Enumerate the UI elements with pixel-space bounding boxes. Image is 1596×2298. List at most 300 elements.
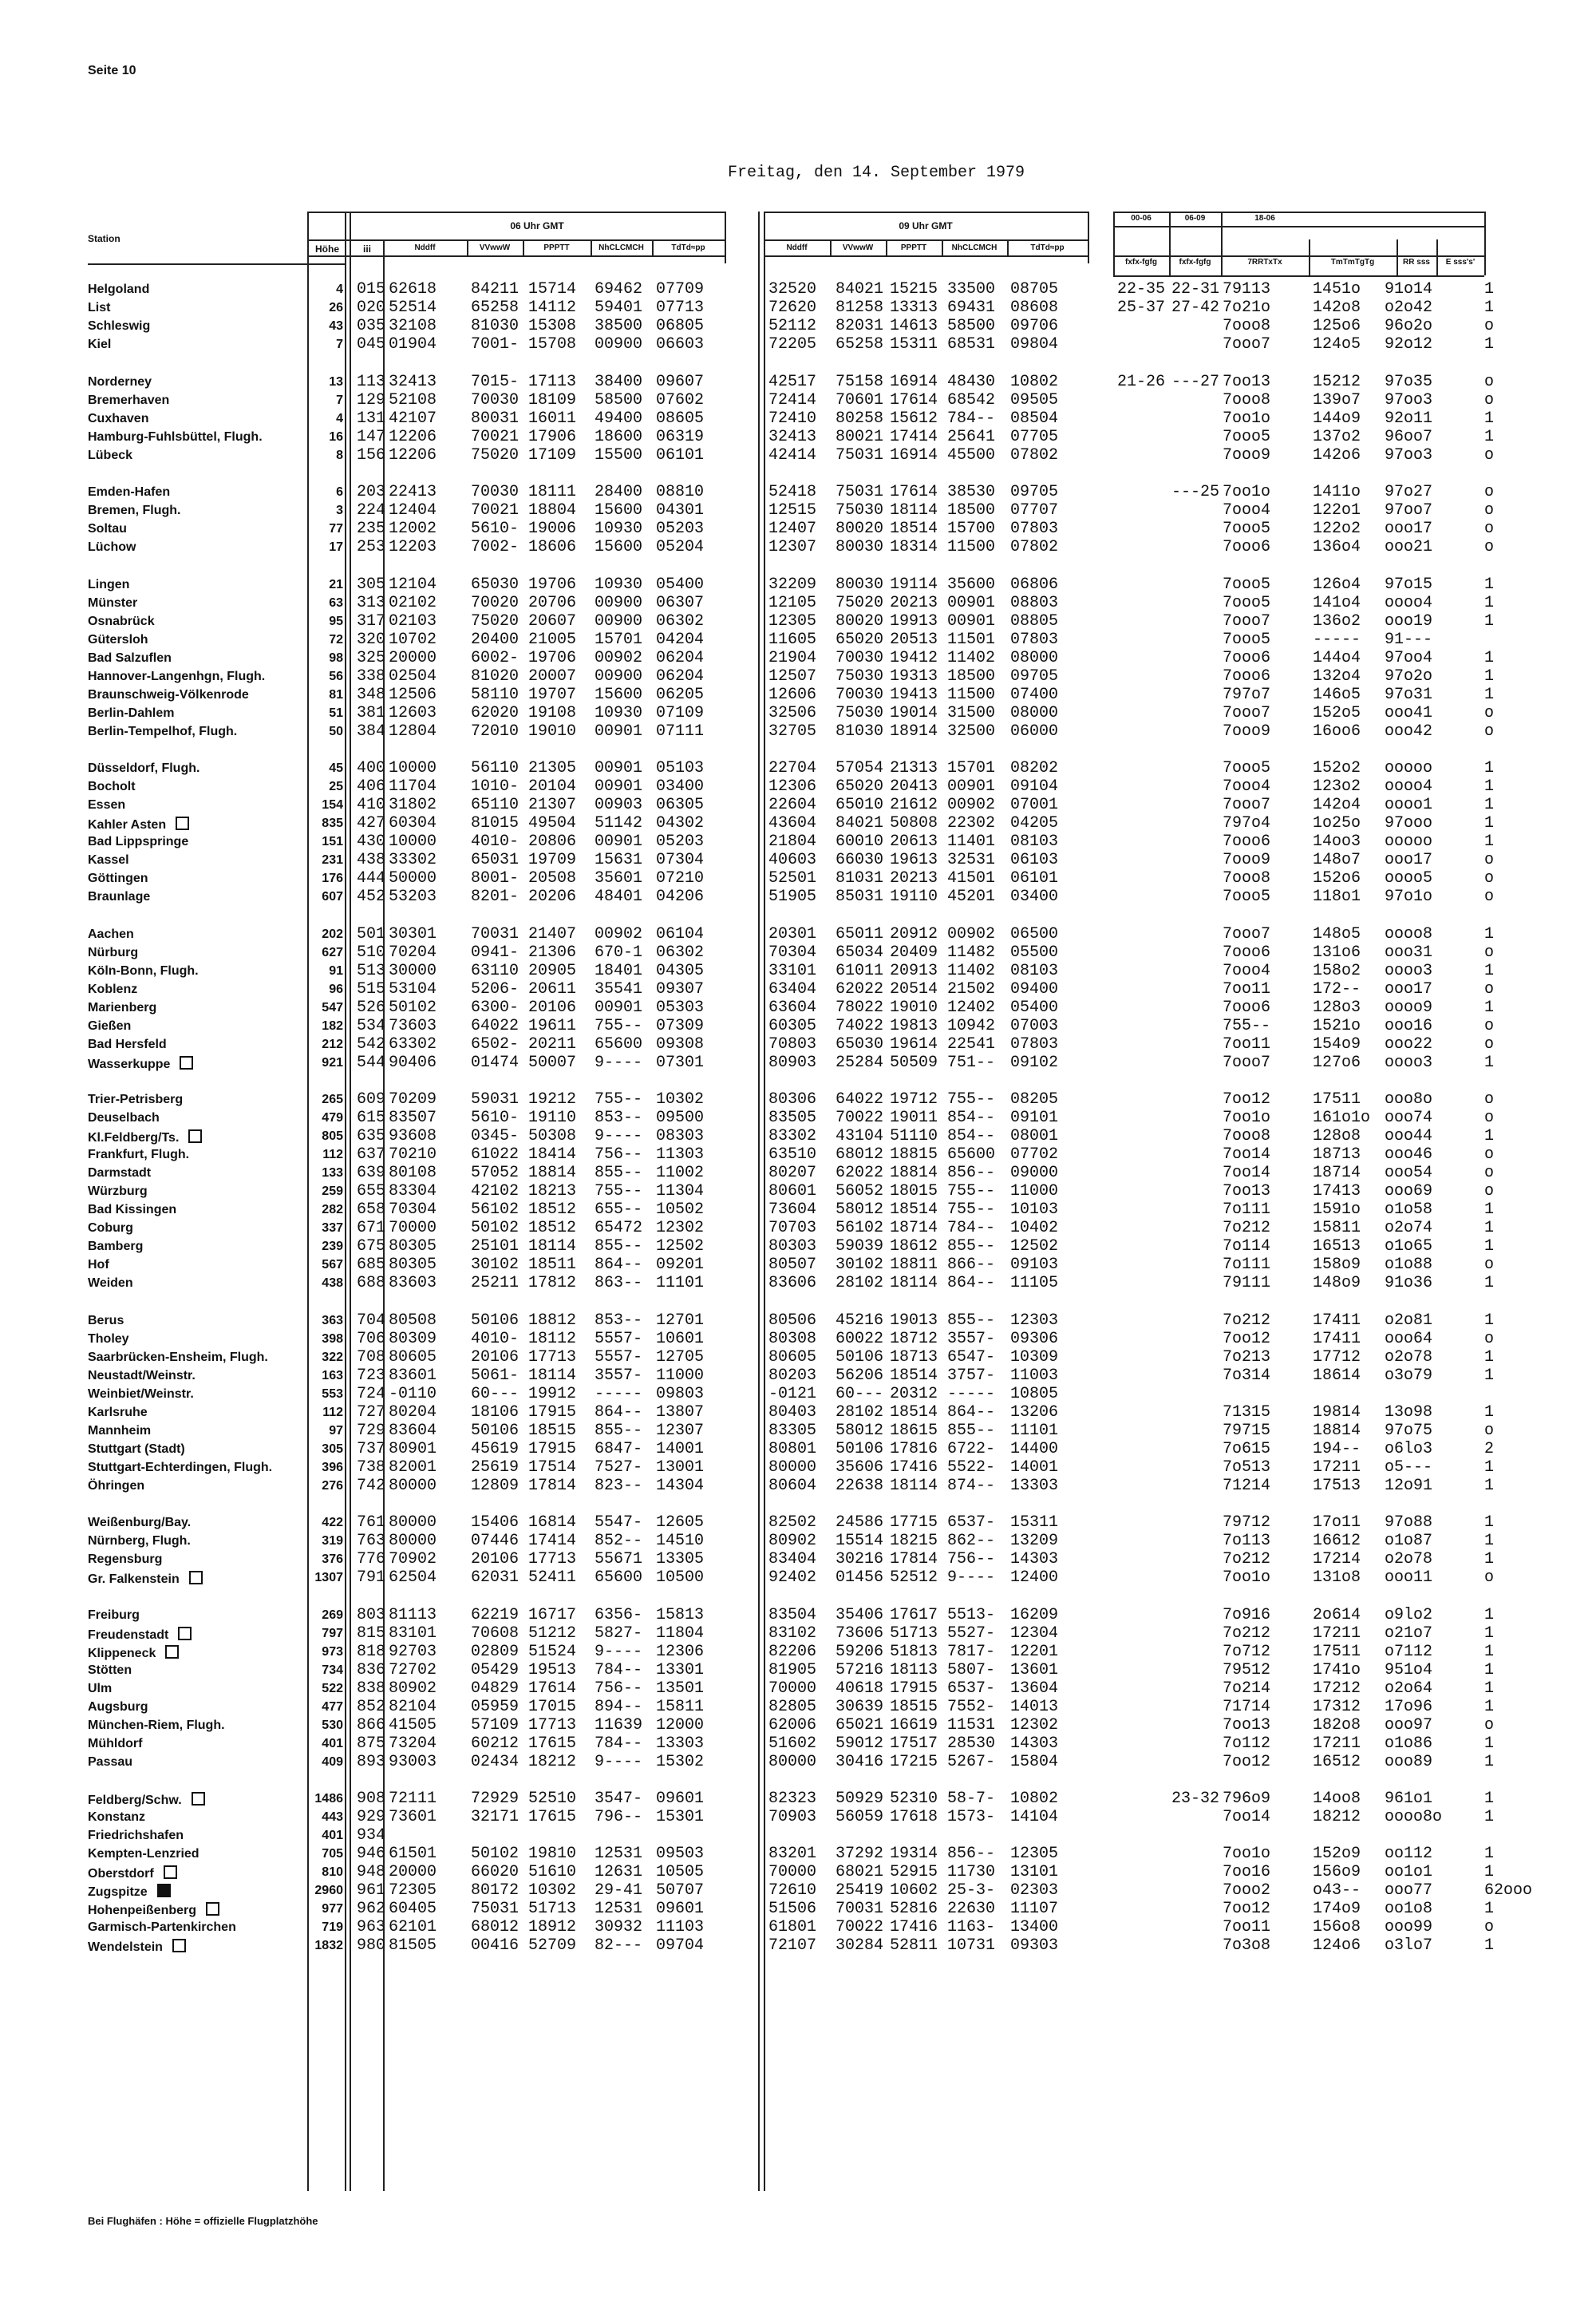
iii-value: 515 xyxy=(357,979,386,999)
station-label: Freiburg xyxy=(88,1608,140,1622)
obs-09-value: 07803 xyxy=(1010,630,1059,649)
obs-06-value: 20508 xyxy=(528,869,577,888)
obs-09-value: 15700 xyxy=(947,520,996,538)
extreme-value: o2o78 xyxy=(1385,1550,1433,1568)
station-name xyxy=(88,1920,319,1935)
station-label: Schleswig xyxy=(88,319,151,333)
col-header-06: NhCLCMCH xyxy=(598,243,644,252)
obs-09-value: 22638 xyxy=(836,1476,884,1495)
extreme-value: 125o6 xyxy=(1313,317,1361,335)
station-label: Klippeneck xyxy=(88,1646,156,1660)
extreme-value: 796o9 xyxy=(1223,1790,1271,1808)
extreme-value: 18713 xyxy=(1313,1145,1361,1164)
obs-06-value: 19611 xyxy=(528,1016,577,1035)
fx-06-09-header: fxfx-fgfg xyxy=(1179,258,1211,267)
extreme-value: 17312 xyxy=(1313,1697,1361,1716)
iii-value: 320 xyxy=(357,630,386,649)
station-label: Berus xyxy=(88,1313,124,1327)
extreme-value: 7oo16 xyxy=(1223,1863,1271,1881)
obs-09-value: 42517 xyxy=(768,372,817,391)
extreme-value: 797o7 xyxy=(1223,685,1271,704)
obs-06-value: 52510 xyxy=(528,1790,577,1808)
hoehe-value: 151 xyxy=(322,835,343,848)
hoehe-header: Höhe xyxy=(315,243,339,255)
extreme-value: o xyxy=(1484,1421,1495,1440)
obs-09-value: 52418 xyxy=(768,483,817,501)
obs-09-value: 41501 xyxy=(947,869,996,888)
obs-09-value: 31500 xyxy=(947,703,996,722)
obs-06-value: 53203 xyxy=(389,888,437,906)
obs-09-value: 11482 xyxy=(947,943,996,962)
obs-06-value: 19110 xyxy=(528,1109,577,1127)
obs-06-value: 00901 xyxy=(595,759,643,777)
obs-09-value: 1573- xyxy=(947,1808,996,1826)
obs-09-value: 12304 xyxy=(1010,1624,1059,1643)
obs-09-value: 14303 xyxy=(1010,1550,1059,1568)
extreme-value: 7ooo9 xyxy=(1223,445,1271,465)
extreme-value: oooo9 xyxy=(1385,998,1433,1017)
obs-06-value: 12531 xyxy=(595,1900,643,1918)
obs-06-value: 70210 xyxy=(389,1145,437,1164)
obs-06-value: 12701 xyxy=(656,1311,705,1330)
extreme-value: 79111 xyxy=(1223,1274,1271,1292)
station-label: Mühldorf xyxy=(88,1736,143,1750)
iii-value: 675 xyxy=(357,1237,386,1256)
obs-06-value: 68012 xyxy=(471,1918,519,1936)
obs-09-value: 11000 xyxy=(1010,1182,1059,1200)
extreme-value: 158o9 xyxy=(1313,1256,1361,1274)
obs-09-value: 10103 xyxy=(1010,1200,1059,1219)
hoehe-value: 25 xyxy=(329,780,343,793)
extreme-value: 961o1 xyxy=(1385,1790,1433,1808)
hoehe-value: 239 xyxy=(322,1240,343,1253)
obs-09-value: 28530 xyxy=(947,1734,996,1753)
obs-09-value: 70022 xyxy=(836,1109,884,1127)
obs-06-value: 15813 xyxy=(656,1605,705,1624)
obs-09-value: 37292 xyxy=(836,1845,884,1863)
obs-06-value: 10702 xyxy=(389,630,437,649)
obs-09-value: 864-- xyxy=(947,1402,996,1422)
extreme-value: 7oo13 xyxy=(1223,1715,1271,1734)
obs-09-value: 14013 xyxy=(1010,1697,1059,1716)
obs-09-value: 08000 xyxy=(1010,703,1059,722)
obs-06-value: 55671 xyxy=(595,1550,643,1568)
obs-09-value: 11730 xyxy=(947,1863,996,1881)
obs-06-value: 18213 xyxy=(528,1182,577,1200)
obs-09-value: 18113 xyxy=(890,1660,938,1679)
extreme-value: ooo19 xyxy=(1385,611,1433,631)
iii-value: 946 xyxy=(357,1845,386,1863)
obs-09-value: 18114 xyxy=(890,501,938,520)
obs-09-value: 25284 xyxy=(836,1053,884,1072)
obs-09-value: 75030 xyxy=(836,703,884,722)
extreme-value: 1411o xyxy=(1313,483,1361,501)
obs-06-value: 20106 xyxy=(471,1550,519,1568)
hoehe-value: 17 xyxy=(329,540,343,554)
obs-06-value: 18512 xyxy=(528,1219,577,1237)
obs-09-value: 18712 xyxy=(890,1329,938,1348)
obs-06-value: 6502- xyxy=(471,1034,519,1054)
obs-06-value: 70020 xyxy=(471,593,519,612)
obs-06-value: 01904 xyxy=(389,335,437,354)
extreme-value: o2o42 xyxy=(1385,299,1433,317)
iii-value: 724 xyxy=(357,1384,386,1403)
obs-09-value: 19913 xyxy=(890,611,938,631)
obs-06-value: 35541 xyxy=(595,979,643,999)
iii-value: 962 xyxy=(357,1900,386,1918)
station-name xyxy=(88,1332,319,1347)
obs-09-value: 12105 xyxy=(768,593,817,612)
station-name xyxy=(88,1939,319,1955)
extreme-value: 17513 xyxy=(1313,1476,1361,1495)
obs-09-value: 58500 xyxy=(947,317,996,335)
table-hrule xyxy=(764,212,1088,213)
obs-06-value: 73601 xyxy=(389,1808,437,1826)
extreme-value: o xyxy=(1484,317,1495,335)
obs-06-value: 00901 xyxy=(595,777,643,796)
extreme-value: o xyxy=(1484,1715,1495,1734)
obs-09-value: 60--- xyxy=(836,1384,884,1403)
extreme-value: 97oo4 xyxy=(1385,648,1433,667)
obs-06-value: 0941- xyxy=(471,943,519,962)
extreme-value: 1 xyxy=(1484,575,1495,594)
station-label: Weiden xyxy=(88,1276,133,1290)
obs-06-value: 92703 xyxy=(389,1642,437,1661)
obs-06-value: ----- xyxy=(595,1384,643,1403)
obs-09-value: 18500 xyxy=(947,501,996,520)
extreme-value: 7oo12 xyxy=(1223,1900,1271,1918)
obs-09-value: 80507 xyxy=(768,1256,817,1274)
obs-09-value: 80308 xyxy=(768,1329,817,1348)
obs-06-value: 22413 xyxy=(389,483,437,501)
iii-value: 235 xyxy=(357,520,386,538)
table-hrule xyxy=(764,255,1088,257)
range-00-06-header: 00-06 xyxy=(1131,214,1152,223)
extreme-value: o xyxy=(1484,888,1495,906)
obs-09-value: 65010 xyxy=(836,796,884,814)
obs-09-value: 70030 xyxy=(836,685,884,704)
filled-square-icon xyxy=(157,1884,171,1897)
station-label: Cuxhaven xyxy=(88,411,149,425)
obs-06-value: 80000 xyxy=(389,1476,437,1495)
obs-09-value: 18114 xyxy=(890,1476,938,1495)
obs-09-value: 11531 xyxy=(947,1715,996,1734)
obs-09-value: 11401 xyxy=(947,833,996,851)
obs-06-value: 57052 xyxy=(471,1164,519,1182)
obs-09-value: 20513 xyxy=(890,630,938,649)
obs-09-value: 58012 xyxy=(836,1421,884,1440)
obs-06-value: 15631 xyxy=(595,851,643,869)
obs-06-value: 14001 xyxy=(656,1439,705,1458)
obs-06-value: 75031 xyxy=(471,1900,519,1918)
obs-09-value: 08103 xyxy=(1010,833,1059,851)
obs-06-value: 80902 xyxy=(389,1679,437,1698)
obs-09-value: 52512 xyxy=(890,1568,938,1587)
obs-06-value: 50000 xyxy=(389,869,437,888)
extreme-value: 174o9 xyxy=(1313,1900,1361,1918)
iii-value: 513 xyxy=(357,961,386,980)
table-vrule xyxy=(345,212,346,2191)
obs-06-value: 80605 xyxy=(389,1347,437,1367)
obs-09-value: 19114 xyxy=(890,575,938,594)
obs-06-value: 56110 xyxy=(471,759,519,777)
obs-09-value: 59206 xyxy=(836,1642,884,1661)
station-label: Feldberg/Schw. xyxy=(88,1794,182,1807)
extreme-value: 7o21o xyxy=(1223,299,1271,317)
extreme-value: 14oo3 xyxy=(1313,833,1361,851)
obs-09-value: 18015 xyxy=(890,1182,938,1200)
obs-06-value: 42102 xyxy=(471,1182,519,1200)
station-name xyxy=(88,853,319,868)
extreme-value: 152o6 xyxy=(1313,869,1361,888)
gust-06-09-value: 23-32 xyxy=(1171,1790,1220,1808)
open-square-icon xyxy=(180,1056,193,1070)
extreme-value: o43-- xyxy=(1313,1881,1361,1900)
obs-06-value: 863-- xyxy=(595,1274,643,1292)
obs-06-value: 06603 xyxy=(656,335,705,354)
obs-06-value: 18106 xyxy=(471,1402,519,1422)
extreme-value: 131o6 xyxy=(1313,943,1361,962)
obs-09-value: 13206 xyxy=(1010,1402,1059,1422)
extreme-value: 7ooo7 xyxy=(1223,924,1271,943)
extreme-value: o xyxy=(1484,1918,1495,1936)
extreme-value: 1 xyxy=(1484,1476,1495,1495)
iii-value: 791 xyxy=(357,1568,386,1587)
obs-09-value: 80203 xyxy=(768,1366,817,1385)
iii-value: 688 xyxy=(357,1274,386,1292)
extreme-value: 18614 xyxy=(1313,1366,1361,1385)
station-label: List xyxy=(88,301,111,314)
extreme-value: ooo17 xyxy=(1385,520,1433,538)
station-label: Bad Kissingen xyxy=(88,1203,177,1216)
iii-value: 866 xyxy=(357,1715,386,1734)
obs-06-value: 20706 xyxy=(528,593,577,612)
obs-09-value: 83305 xyxy=(768,1421,817,1440)
obs-09-value: 08001 xyxy=(1010,1127,1059,1145)
esss-header: E sss's' xyxy=(1445,258,1476,267)
obs-09-value: 9---- xyxy=(947,1568,996,1587)
extreme-value: 148o5 xyxy=(1313,924,1361,943)
extreme-value: ooo74 xyxy=(1385,1109,1433,1127)
obs-09-value: 14001 xyxy=(1010,1458,1059,1477)
obs-09-value: 52501 xyxy=(768,869,817,888)
extreme-value: ooooo xyxy=(1385,759,1433,777)
station-label: Nürnberg, Flugh. xyxy=(88,1534,191,1548)
obs-09-value: 08000 xyxy=(1010,648,1059,667)
obs-09-value: 70304 xyxy=(768,943,817,962)
station-name xyxy=(88,670,319,684)
extreme-value: o3o79 xyxy=(1385,1366,1433,1385)
extreme-value: 1 xyxy=(1484,299,1495,317)
obs-06-value: 852-- xyxy=(595,1532,643,1550)
obs-06-value: 07602 xyxy=(656,390,705,409)
obs-06-value: 12605 xyxy=(656,1513,705,1532)
obs-09-value: 68012 xyxy=(836,1145,884,1164)
station-label: Hamburg-Fuhlsbüttel, Flugh. xyxy=(88,429,263,444)
obs-06-value: 50308 xyxy=(528,1127,577,1145)
obs-06-value: 15708 xyxy=(528,335,577,354)
obs-09-value: 12606 xyxy=(768,685,817,704)
obs-06-value: 80204 xyxy=(389,1402,437,1422)
obs-09-value: 14104 xyxy=(1010,1808,1059,1826)
extreme-value: o21o7 xyxy=(1385,1624,1433,1643)
obs-09-value: 63404 xyxy=(768,979,817,999)
extreme-value: oooo4 xyxy=(1385,593,1433,612)
obs-09-value: 60305 xyxy=(768,1016,817,1035)
obs-06-value: 19810 xyxy=(528,1845,577,1863)
station-label: Garmisch-Partenkirchen xyxy=(88,1920,236,1934)
extreme-value: 139o7 xyxy=(1313,390,1361,409)
extreme-value: 1 xyxy=(1484,777,1495,796)
station-name xyxy=(88,1314,319,1328)
obs-06-value: 70031 xyxy=(471,924,519,943)
obs-06-value: 18114 xyxy=(528,1237,577,1256)
obs-09-value: 09804 xyxy=(1010,335,1059,354)
extreme-value: 7oo13 xyxy=(1223,372,1271,391)
iii-value: 738 xyxy=(357,1458,386,1477)
obs-06-value: 5061- xyxy=(471,1366,519,1385)
station-name xyxy=(88,375,319,390)
obs-09-value: 48430 xyxy=(947,372,996,391)
extreme-value: 123o2 xyxy=(1313,777,1361,796)
obs-09-value: 07803 xyxy=(1010,1034,1059,1054)
tx-header: 7RRTxTx xyxy=(1247,258,1282,267)
station-name xyxy=(88,1516,319,1530)
obs-06-value: 18804 xyxy=(528,501,577,520)
obs-09-value: ----- xyxy=(947,1384,996,1403)
station-name xyxy=(88,1534,319,1548)
station-label: Gießen xyxy=(88,1018,132,1033)
obs-09-value: 80403 xyxy=(768,1402,817,1422)
hoehe-value: 202 xyxy=(322,927,343,941)
iii-value: 963 xyxy=(357,1918,386,1936)
iii-value: 400 xyxy=(357,759,386,777)
obs-09-value: 05400 xyxy=(1010,998,1059,1017)
extreme-value: 7oo1o xyxy=(1223,483,1271,501)
obs-06-value: 18511 xyxy=(528,1256,577,1274)
obs-09-value: 51110 xyxy=(890,1127,938,1145)
obs-09-value: 18500 xyxy=(947,666,996,686)
extreme-value: 156o9 xyxy=(1313,1863,1361,1881)
obs-06-value: 18111 xyxy=(528,483,577,501)
obs-09-value: 864-- xyxy=(947,1274,996,1292)
station-label: Weißenburg/Bay. xyxy=(88,1516,192,1529)
iii-value: 893 xyxy=(357,1752,386,1771)
iii-value: 444 xyxy=(357,869,386,888)
extreme-value: ooo17 xyxy=(1385,851,1433,869)
station-label: Kahler Asten xyxy=(88,818,167,832)
obs-06-value: 09503 xyxy=(656,1845,705,1863)
iii-value: 348 xyxy=(357,685,386,704)
obs-09-value: 18714 xyxy=(890,1219,938,1237)
open-square-icon xyxy=(178,1627,192,1640)
extreme-value: oooo8 xyxy=(1385,924,1433,943)
obs-09-value: 80902 xyxy=(768,1532,817,1550)
extreme-value: 154o9 xyxy=(1313,1034,1361,1054)
obs-09-value: 10805 xyxy=(1010,1384,1059,1403)
obs-09-value: 50808 xyxy=(890,814,938,833)
gust-00-06-value: 22-35 xyxy=(1117,280,1166,299)
station-name xyxy=(88,412,319,426)
obs-06-value: 50707 xyxy=(656,1881,705,1900)
extreme-value: 7oo12 xyxy=(1223,1752,1271,1771)
obs-09-value: 80801 xyxy=(768,1439,817,1458)
obs-06-value: 15500 xyxy=(595,445,643,465)
obs-09-value: 65600 xyxy=(947,1145,996,1164)
table-hrule xyxy=(88,263,345,265)
obs-09-value: 33500 xyxy=(947,280,996,299)
iii-value: 381 xyxy=(357,703,386,722)
extreme-value: o xyxy=(1484,520,1495,538)
obs-09-value: 63604 xyxy=(768,998,817,1017)
obs-06-value: 9---- xyxy=(595,1642,643,1661)
obs-06-value: 17614 xyxy=(528,1679,577,1698)
obs-09-value: 17617 xyxy=(890,1605,938,1624)
hoehe-value: 56 xyxy=(329,669,343,683)
obs-06-value: 12206 xyxy=(389,445,437,465)
extreme-value: 127o6 xyxy=(1313,1053,1361,1072)
extreme-value: 7o916 xyxy=(1223,1605,1271,1624)
obs-09-value: 50106 xyxy=(836,1439,884,1458)
obs-09-value: 06500 xyxy=(1010,924,1059,943)
obs-06-value: 38400 xyxy=(595,372,643,391)
extreme-value: 1 xyxy=(1484,1900,1495,1918)
obs-06-value: 15714 xyxy=(528,280,577,299)
obs-06-value: 09307 xyxy=(656,979,705,999)
hoehe-value: 81 xyxy=(329,687,343,702)
obs-09-value: 32500 xyxy=(947,722,996,741)
obs-09-value: 08205 xyxy=(1010,1090,1059,1109)
extreme-value: 1 xyxy=(1484,961,1495,980)
extreme-value: 152o2 xyxy=(1313,759,1361,777)
obs-09-value: 80030 xyxy=(836,575,884,594)
obs-09-value: 18914 xyxy=(890,722,938,741)
obs-06-value: 05204 xyxy=(656,538,705,556)
obs-06-value: 12203 xyxy=(389,538,437,556)
obs-09-value: 3557- xyxy=(947,1329,996,1348)
obs-09-value: 18515 xyxy=(890,1697,938,1716)
extreme-value: 1 xyxy=(1484,335,1495,354)
extreme-value: 1 xyxy=(1484,1734,1495,1753)
obs-09-value: 82206 xyxy=(768,1642,817,1661)
obs-06-value: 06101 xyxy=(656,445,705,465)
obs-09-value: 08202 xyxy=(1010,759,1059,777)
iii-value: 534 xyxy=(357,1016,386,1035)
col-header-09: VVwwW xyxy=(842,243,874,252)
obs-09-value: 70803 xyxy=(768,1034,817,1054)
obs-09-value: 75031 xyxy=(836,445,884,465)
extreme-value: o5--- xyxy=(1385,1458,1433,1477)
table-hrule xyxy=(1113,275,1484,277)
obs-06-value: 02809 xyxy=(471,1642,519,1661)
iii-value: 438 xyxy=(357,851,386,869)
station-label: Helgoland xyxy=(88,283,150,296)
station-label: Braunschweig-Völkenrode xyxy=(88,687,249,702)
station-label: Bremen, Flugh. xyxy=(88,504,181,517)
obs-09-value: 65034 xyxy=(836,943,884,962)
obs-09-value: 72205 xyxy=(768,335,817,354)
obs-06-value: 18814 xyxy=(528,1164,577,1182)
obs-06-value: 93003 xyxy=(389,1752,437,1771)
station-name xyxy=(88,338,319,352)
obs-06-value: 80305 xyxy=(389,1256,437,1274)
obs-06-value: 855-- xyxy=(595,1164,643,1182)
station-label: Münster xyxy=(88,595,138,610)
hoehe-value: 98 xyxy=(329,651,343,665)
obs-09-value: 10309 xyxy=(1010,1347,1059,1367)
iii-value: 706 xyxy=(357,1329,386,1348)
extreme-value: 1 xyxy=(1484,685,1495,704)
